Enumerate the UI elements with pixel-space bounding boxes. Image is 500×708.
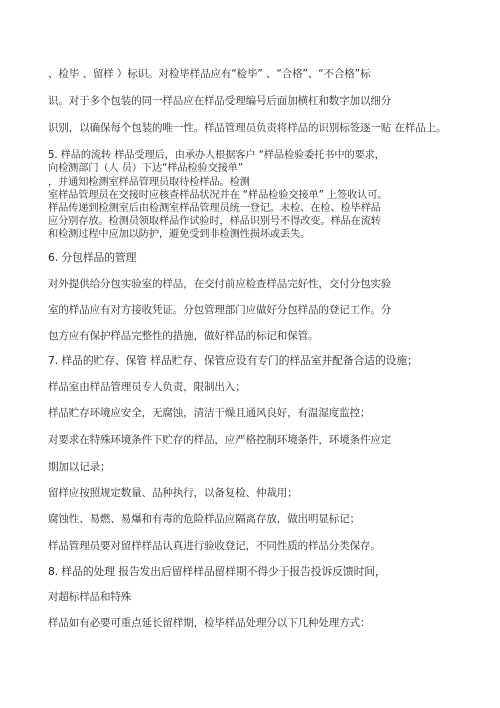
text-line: 样品传递到检测室后由检测室样品管理员统一登记。未检、在检、检毕样品 (48, 203, 381, 214)
text-line: 和检测过程中应加以防护，避免受到非检测性损坏或丢失。 (48, 229, 311, 240)
text-line: 向检测部门（人 员）下达“样品检验交接单” (48, 163, 244, 174)
text-line: 识别，以确保每个包装的唯一性。样品管理员负责将样品的识别标签逐一贴 在样品上。 (48, 122, 447, 134)
text-line: 样品管理员要对留样样品认真进行验收登记，不同性质的样品分类保存。 (48, 540, 381, 552)
section-heading-8: 8. 样品的处理 报告发出后留样样品留样期不得少于报告投诉反馈时间， (48, 565, 386, 578)
section-heading-6: 6. 分包样品的管理 (48, 251, 137, 264)
text-line: 识。对于多个包装的同一样品应在样品受理编号后面加横杠和数字加以细分 (48, 95, 392, 107)
text-line: 对要求在特殊环境条件下贮存的样品，应严格控制环境条件，环境条件应定 (48, 434, 392, 446)
text-line: 应分别存放。检测员领取样品作试验时，样品识别号不得改变。样品在流转 (48, 216, 381, 227)
text-line: ，并通知检测室样品管理员取待检样品。检测 (48, 177, 250, 188)
text-line: 对外提供给分包实验室的样品，在交付前应检查样品完好性，交付分包实验 (48, 278, 392, 290)
section-heading-5: 5. 样品的流转 样品受理后，由承办人根据客户 “样品检验委托书中的要求， (48, 150, 385, 161)
text-line: 样品室由样品管理员专人负责，限制出入； (48, 381, 246, 393)
text-line: 期加以记录； (48, 461, 111, 473)
text-line: 留样应按照规定数量、品种执行，以备复检、仲裁用； (48, 487, 298, 499)
text-line: 、检毕 、留样 ）标识。对检毕样品应有“检毕” 、“合格”、“不合格”标 (48, 68, 371, 80)
text-line: 对超标样品和特殊 (48, 591, 132, 603)
text-line: 室的样品应有对方接收凭证。分包管理部门应做好分包样品的登记工作。分 (48, 304, 392, 316)
text-line: 包方应有保护样品完整性的措施，做好样品的标记和保管。 (48, 330, 319, 342)
text-line: 室样品管理员在交接时应核查样品状况并在 “样品检验交接单” 上签收认可。 (48, 190, 388, 201)
text-line: 样品如有必要可重点延长留样期，检毕样品处理分以下几种处理方式： (48, 617, 371, 629)
text-line: 腐蚀性、易燃、易爆和有毒的危险样品应隔离存放，做出明显标记； (48, 513, 360, 525)
section-heading-7: 7. 样品的贮存、保管 样品贮存、保管应设有专门的样品室并配备合适的设施； (48, 354, 418, 367)
text-line: 样品贮存环境应安全，无腐蚀，清洁干燥且通风良好，有温湿度监控； (48, 407, 371, 419)
